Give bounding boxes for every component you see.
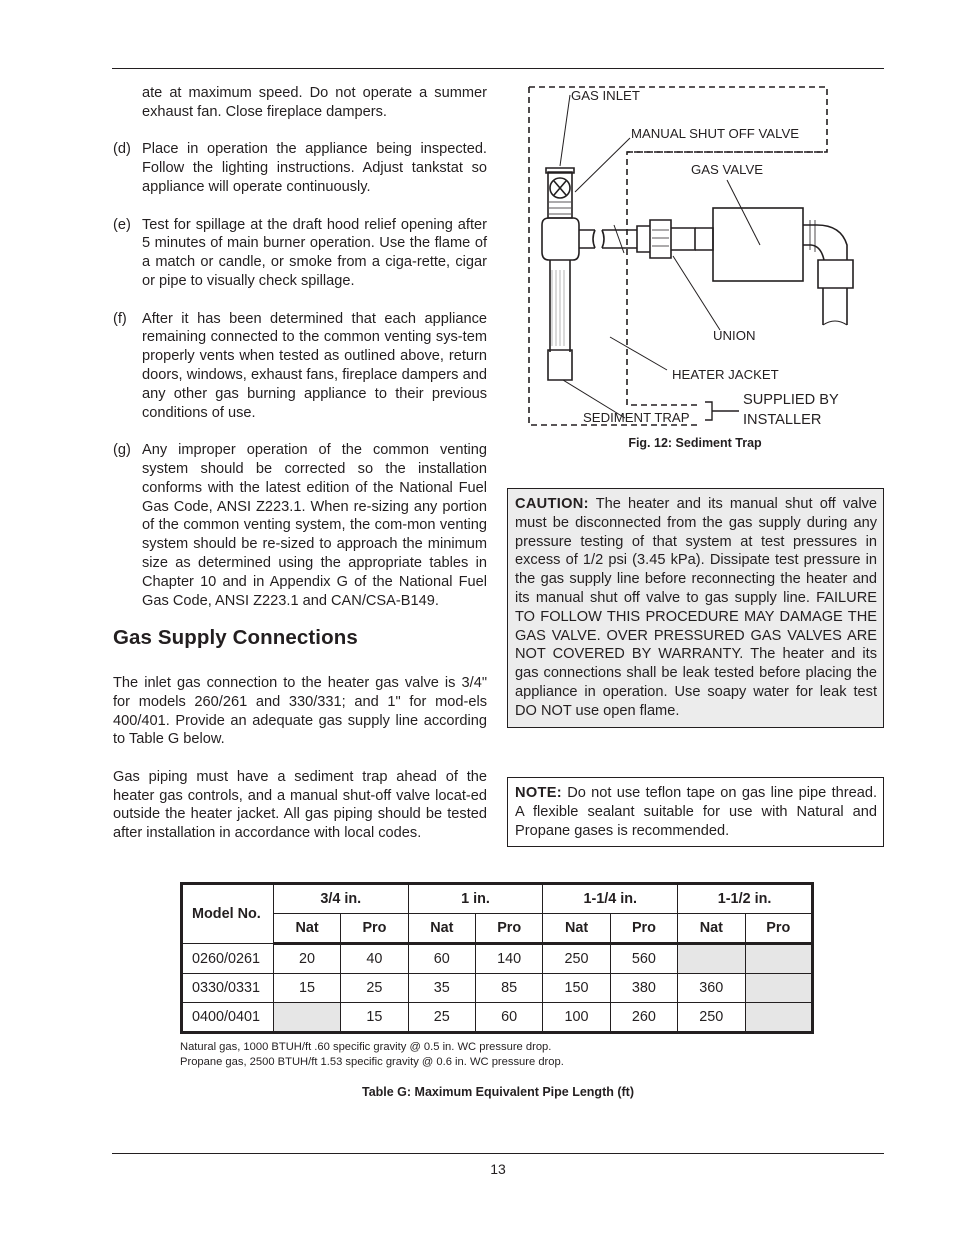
caution-label: CAUTION:	[515, 496, 589, 512]
value-cell: 60	[476, 1003, 543, 1033]
bottom-rule	[112, 1153, 884, 1154]
value-cell: 140	[476, 944, 543, 974]
value-cell: 15	[341, 1003, 408, 1033]
label-supplied-by: SUPPLIED BY	[743, 392, 839, 408]
page-number: 13	[490, 1161, 506, 1177]
subheader: Pro	[341, 914, 408, 944]
header-size: 3/4 in.	[273, 884, 408, 914]
table-row	[182, 974, 813, 1003]
model-cell: 0400/0401	[182, 1003, 274, 1033]
shutoff-valve	[548, 172, 572, 218]
section-heading: Gas Supply Connections	[113, 626, 358, 650]
header-size: 1 in.	[408, 884, 543, 914]
outlet-elbow	[803, 225, 847, 260]
header-size: 1-1/2 in.	[678, 884, 813, 914]
list-item-e: (e) Test for spillage at the draft hood relief opening after 5 minutes of main burner operation. Use the flame of a match or candle, or smoke from a ciga-rette, cigar or pipe to visually check spillage.	[113, 216, 487, 289]
pipe-length-table	[180, 882, 814, 1034]
top-rule	[112, 68, 884, 69]
model-cell: 0260/0261	[182, 944, 274, 974]
value-cell	[745, 974, 813, 1003]
value-cell: 35	[408, 974, 475, 1003]
supplied-bracket	[705, 402, 712, 420]
paragraph-inlet: The inlet gas connection to the heater gas valve is 3/4" for models 260/261 and 330/331; and 1" for mod-els 400/401. Provide an adequate gas supply line according to Table G below.	[113, 674, 487, 748]
table-caption: Table G: Maximum Equivalent Pipe Length (ft)	[361, 1085, 634, 1099]
value-cell: 150	[543, 974, 610, 1003]
value-cell: 20	[273, 944, 340, 974]
label-union: UNION	[713, 328, 756, 343]
table-row	[182, 1003, 813, 1033]
caution-text: The heater and its manual shut off valve must be disconnected from the gas supply during any pressure testing of that system at test pressures in excess of 1/2 psi (3.45 kPa). Dissipate test pressure in the gas supply line before reconnecting the heater and its manual shut off valve to gas supply line. FAILURE TO FOLLOW THIS PROCEDURE MAY DAMAGE THE GAS VALVE. OVER PRESSURED GAS VALVES ARE NOT COVERED BY WARRANTY. The heater and its gas connections shall be leak tested before placing the appliance in operation. Use soapy water for leak test DO NOT use open flame.	[515, 496, 877, 719]
footnote-natural: Natural gas, 1000 BTUH/ft .60 specific gravity @ 0.5 in. WC pressure drop.	[180, 1041, 552, 1053]
paragraph-piping: Gas piping must have a sediment trap ahead of the heater gas controls, and a manual shut-off valve locat-ed outside the heater jacket. All gas piping should be tested after installation in accordance with local codes.	[113, 768, 487, 842]
list-item-d: (d) Place in operation the appliance being inspected. Follow the lighting instructions. Adjust tankstat so appliance will operate continuously.	[113, 141, 487, 195]
value-cell: 25	[408, 1003, 475, 1033]
header-size: 1-1/4 in.	[543, 884, 678, 914]
subheader: Nat	[678, 914, 745, 944]
value-cell	[678, 944, 745, 974]
value-cell: 60	[408, 944, 475, 974]
value-cell: 560	[610, 944, 677, 974]
sediment-trap-diagram	[515, 80, 875, 432]
subheader: Pro	[610, 914, 677, 944]
value-cell	[745, 944, 813, 974]
gas-valve-body	[713, 208, 803, 281]
subheader: Pro	[476, 914, 543, 944]
note-text: Do not use teflon tape on gas line pipe thread. A flexible sealant suitable for use with Natural and Propane gases is recommended.	[515, 785, 877, 839]
label-heater-jacket: HEATER JACKET	[672, 367, 779, 382]
value-cell: 85	[476, 974, 543, 1003]
value-cell: 15	[273, 974, 340, 1003]
table-row	[182, 944, 813, 974]
value-cell: 250	[678, 1003, 745, 1033]
value-cell	[745, 1003, 813, 1033]
value-cell	[273, 1003, 340, 1033]
label-manual-shutoff: MANUAL SHUT OFF VALVE	[631, 126, 800, 141]
tee-fitting	[542, 218, 579, 260]
continuation-text: ate at maximum speed. Do not operate a summer exhaust fan. Close fireplace dampers.	[142, 85, 487, 120]
value-cell: 260	[610, 1003, 677, 1033]
list-item-g: (g) Any improper operation of the common venting system should be corrected so the installation conforms with the latest edition of the National Fuel Gas Code, ANSI Z223.1. When re-sizing any portion of the common venting system, the com-mon venting system should be re-sized to approach the minimum size as determined using the appropriate tables in Chapter 10 and in Appendix G of the National Fuel Gas Code, ANSI Z223.1 and CAN/CSA-B149.	[113, 442, 487, 609]
union-fitting	[637, 220, 695, 258]
value-cell: 100	[543, 1003, 610, 1033]
list-item	[113, 84, 487, 122]
label-installer: INSTALLER	[743, 412, 822, 428]
subheader: Nat	[408, 914, 475, 944]
label-gas-valve: GAS VALVE	[691, 162, 764, 177]
subheader: Pro	[745, 914, 813, 944]
value-cell: 380	[610, 974, 677, 1003]
figure-caption: Fig. 12: Sediment Trap	[628, 436, 762, 450]
note-label: NOTE:	[515, 785, 562, 801]
left-column	[113, 84, 487, 862]
value-cell: 360	[678, 974, 745, 1003]
label-gas-inlet: GAS INLET	[571, 88, 640, 103]
value-cell: 25	[341, 974, 408, 1003]
model-cell: 0330/0331	[182, 974, 274, 1003]
subheader: Nat	[273, 914, 340, 944]
value-cell: 250	[543, 944, 610, 974]
label-sediment-trap: SEDIMENT TRAP	[583, 410, 690, 425]
note-box	[507, 777, 884, 847]
list-item-f: (f) After it has been determined that each appliance remaining connected to the common venting sys-tem properly vents when tested as outlined above, return doors, windows, exhaust fans, fireplace dampers and any other gas burning appliance to their previous conditions of use.	[113, 310, 487, 421]
header-model: Model No.	[182, 884, 274, 944]
footnote-propane: Propane gas, 2500 BTUH/ft 1.53 specific gravity @ 0.6 in. WC pressure drop.	[180, 1056, 564, 1068]
caution-box	[507, 488, 884, 728]
subheader: Nat	[543, 914, 610, 944]
value-cell: 40	[341, 944, 408, 974]
